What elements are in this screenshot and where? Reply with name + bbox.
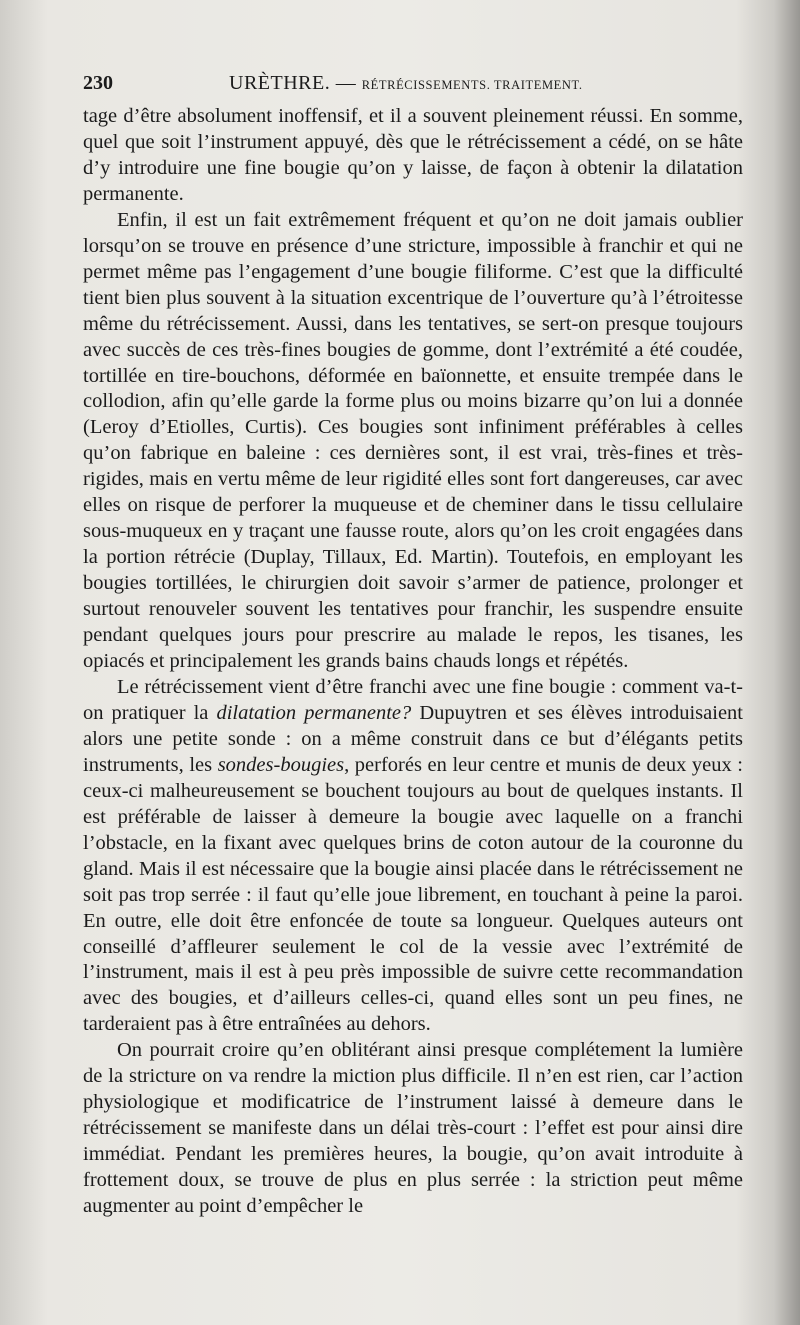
paragraph-3-part-1: Le rétrécissement vient d’être franchi avec une fine bougie : comment va-t-on pratiquer la (83, 675, 743, 724)
running-title (229, 72, 583, 95)
paragraph-4: On pourrait croire qu’en oblitérant ainsi presque complétement la lumière de la stricture on va rendre la miction plus difficile. Il n’en est rien, car l’action physiologique et modificatrice de l’instrument laissé à demeure dans le rétrécissement se manifeste dans un délai très-court : l’effet est pour ainsi dire immédiat. Pendant les premières heures, la bougie, qu’on avait introduite à frottement doux, se trouve de plus en plus serrée : la striction peut même augmenter au point d’empêcher le (83, 1039, 743, 1218)
section-title: RÉTRÉCISSEMENTS. TRAITEMENT. (361, 78, 583, 92)
page-edge-shadow (774, 0, 800, 1325)
running-header (83, 72, 743, 106)
page-number: 230 (83, 72, 113, 94)
chapter-title: URÈTHRE. (229, 72, 331, 94)
paragraph-2: Enfin, il est un fait extrêmement fréquent et qu’on ne doit jamais oublier lorsqu’on se trouve en présence d’une stricture, impossible à franchir et qui ne permet même pas l’engagement d’une bougie filiforme. C’est que la difficulté tient bien plus souvent à la situation excentrique de l’ouverture qu’à l’étroitesse même du rétrécissement. Aussi, dans les tentatives, se sert-on presque toujours avec succès de ces très-fines bougies de gomme, dont l’extrémité a été coudée, tortillée en tire-bouchons, déformée en baïonnette, et ensuite trempée dans le collodion, afin qu’elle garde la forme plus ou moins bizarre qu’on lui a donnée (Leroy d’Etiolles, Curtis). Ces bougies sont infiniment préférables à celles qu’on fabrique en baleine : ces dernières sont, il est vrai, très-fines et très-rigides, mais en vertu même de leur rigidité elles sont fort dangereuses, car avec elles on risque de perforer la muqueuse et de cheminer dans le tissu cellulaire sous-muqueux en y traçant une fausse route, alors qu’on les croit engagées dans la portion rétrécie (Duplay, Tillaux, Ed. Martin). Toutefois, en employant les bougies tortillées, le chirurgien doit savoir s’armer de patience, prolonger et surtout renouveler souvent les tentatives pour franchir, les suspendre ensuite pendant quelques jours pour prescrire au malade le repos, les tisanes, les opiacés et principalement les grands bains chauds longs et répétés. (83, 208, 743, 673)
title-separator: — (330, 72, 362, 94)
paragraph-1: tage d’être absolument inoffensif, et il a souvent pleinement réussi. En somme, quel que soit l’instrument appuyé, dès que le rétrécissement a cédé, on se hâte d’y introduire une fine bougie qu’on y laisse, de façon à obtenir la dilatation permanente. (83, 105, 743, 205)
body-text (83, 104, 743, 1220)
paragraph-3-part-2: Dupuytren et ses élèves introduisaient alors une petite sonde : on a même construit dans ce but d’élégants petits instruments, les (83, 701, 743, 776)
emphasis-sondes-bougies: sondes-bougies (217, 753, 345, 776)
emphasis-dilatation-permanente: dilatation permanente? (216, 701, 412, 724)
paragraph-3-part-3: , perforés en leur centre et munis de deux yeux : ceux-ci malheureusement se bouchent toujours au bout de quelques instants. Il est préférable de laisser à demeure la bougie avec laquelle on a franchi l’obstacle, en la fixant avec quelques brins de coton autour de la couronne du gland. Mais il est nécessaire que la bougie ainsi placée dans le rétrécissement ne soit pas trop serrée : il faut qu’elle joue librement, en touchant à peine la paroi. En outre, elle doit être enfoncée de toute sa longueur. Quelques auteurs ont conseillé d’affleurer seulement le col de la vessie avec l’extrémité de l’instrument, mais il est à peu près impossible de suivre cette recommandation avec des bougies, et d’ailleurs celles-ci, quand elles sont un peu fines, ne tarderaient pas à être entraînées au dehors. (83, 753, 743, 1036)
paragraph-3 (83, 675, 743, 1038)
